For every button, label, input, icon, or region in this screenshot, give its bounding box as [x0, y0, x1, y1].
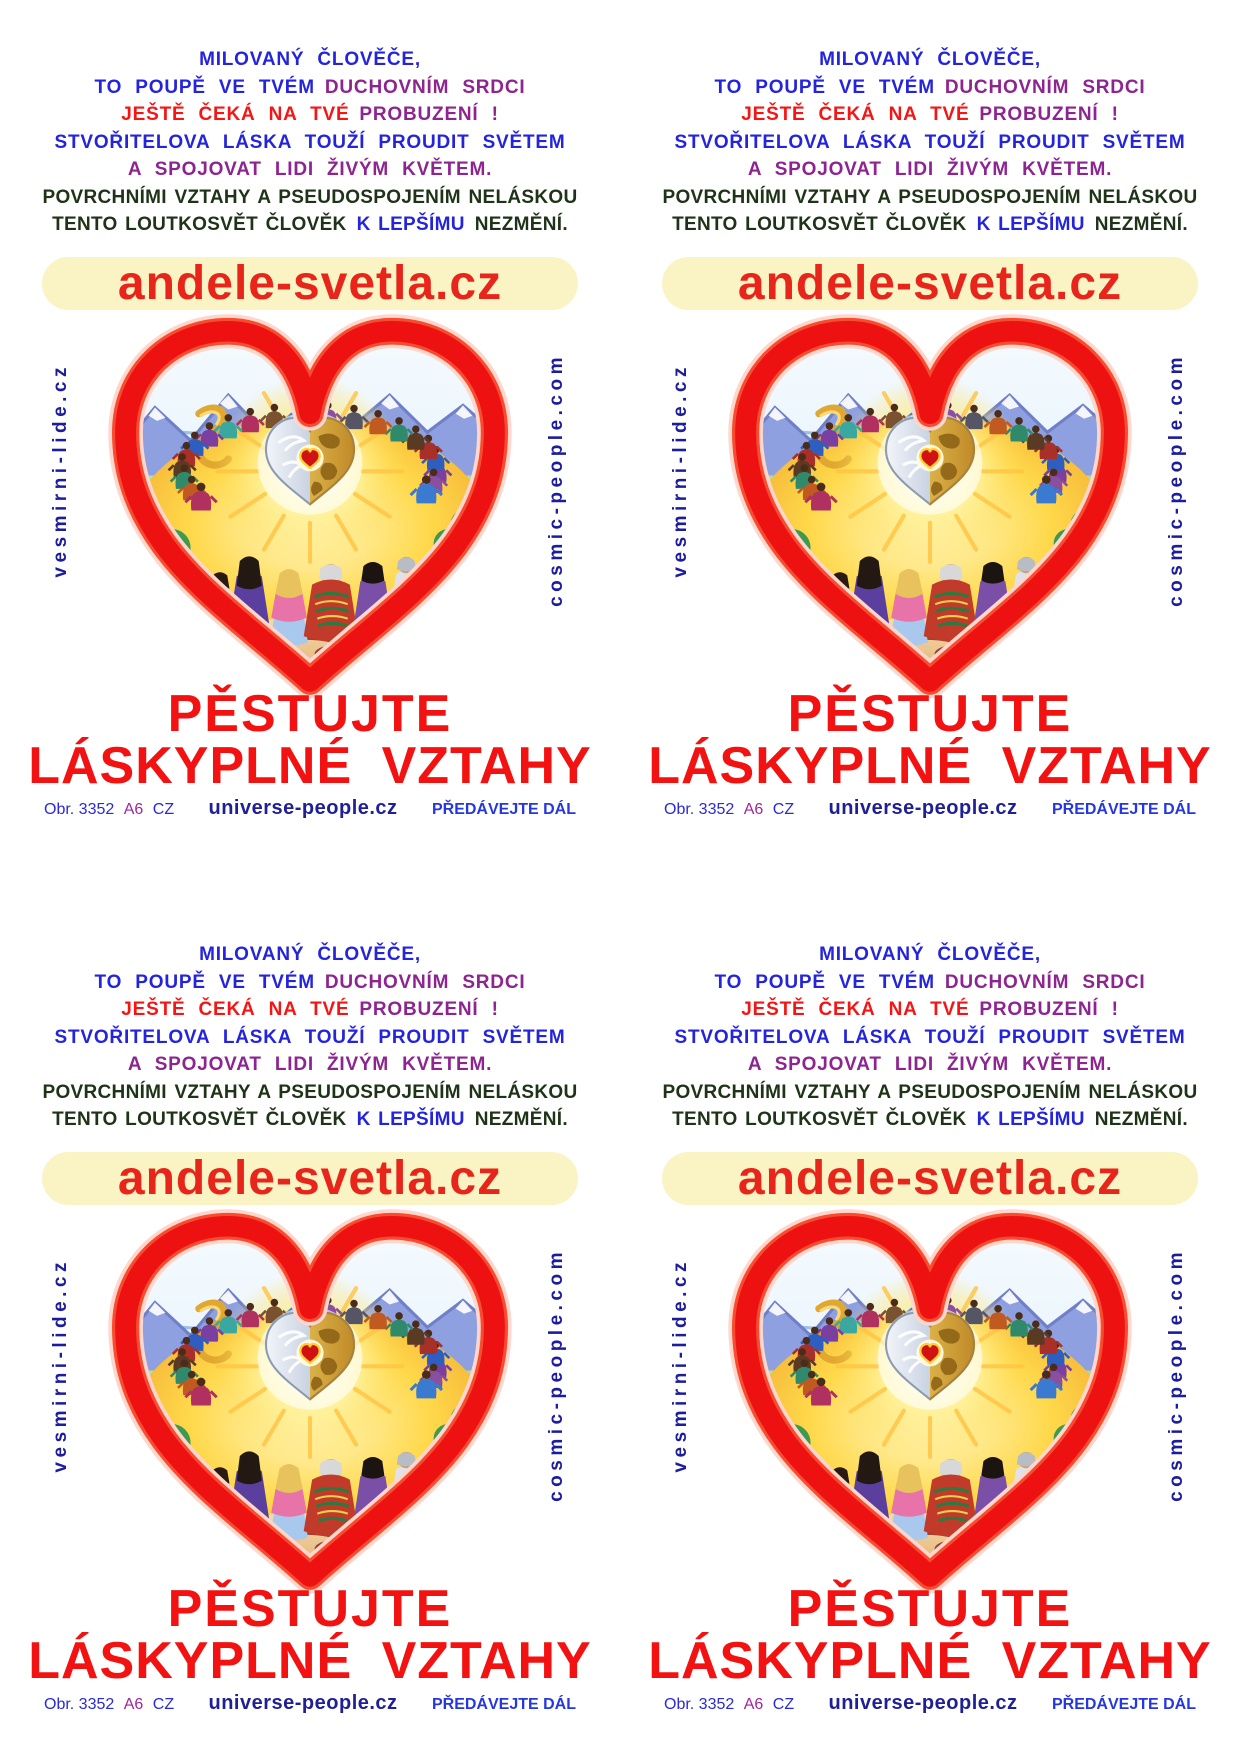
- appeal-segment: TENTO LOUTKOSVĚT ČLOVĚK: [52, 1109, 347, 1130]
- vertical-link-text: cosmic-people.com: [1166, 1248, 1187, 1502]
- appeal-text: [620, 46, 1240, 239]
- andele-svetla-url: andele-svetla.cz: [737, 1152, 1123, 1205]
- appeal-line-7: [0, 1106, 620, 1134]
- appeal-segment: TO POUPĚ VE TVÉM: [714, 971, 935, 993]
- appeal-line-5: [0, 156, 620, 184]
- appeal-line-4: [0, 129, 620, 157]
- language-code: CZ: [152, 801, 175, 818]
- vertical-link-text: cosmic-people.com: [546, 353, 567, 607]
- appeal-segment: A SPOJOVAT LIDI ŽIVÝM KVĚTEM.: [127, 1054, 493, 1075]
- appeal-segment: POVRCHNÍMI VZTAHY A PSEUDOSPOJENÍM NELÁSKOU: [662, 1081, 1198, 1103]
- appeal-segment: TENTO LOUTKOSVĚT ČLOVĚK: [52, 214, 347, 235]
- appeal-segment: NEZMĚNÍ.: [474, 214, 568, 235]
- appeal-line-1: [0, 941, 620, 969]
- pass-on-note: PŘEDÁVEJTE DÁL: [431, 801, 576, 818]
- appeal-segment: K LEPŠÍMU: [976, 214, 1085, 235]
- appeal-line-5: [0, 1051, 620, 1079]
- appeal-segment: TENTO LOUTKOSVĚT ČLOVĚK: [672, 1109, 967, 1130]
- appeal-segment: POVRCHNÍMI VZTAHY A PSEUDOSPOJENÍM NELÁSKOU: [662, 186, 1198, 208]
- appeal-segment: PROBUZENÍ !: [359, 104, 499, 125]
- universe-people-url: universe-people.cz: [208, 1692, 398, 1714]
- appeal-line-1: [620, 46, 1240, 74]
- appeal-line-7: [0, 211, 620, 239]
- cosmic-people-url: [1160, 1229, 1194, 1521]
- appeal-segment: DUCHOVNÍM SRDCI: [944, 76, 1146, 98]
- slogan-line-1: PĚSTUJTE: [167, 685, 453, 743]
- appeal-segment: MILOVANÝ ČLOVĚČE,: [199, 49, 421, 70]
- appeal-line-2: [0, 969, 620, 997]
- appeal-segment: JEŠTĚ ČEKÁ NA TVÉ: [121, 104, 350, 125]
- appeal-segment: NEZMĚNÍ.: [474, 1109, 568, 1130]
- appeal-segment: JEŠTĚ ČEKÁ NA TVÉ: [741, 999, 970, 1020]
- appeal-segment: PROBUZENÍ !: [979, 999, 1119, 1020]
- appeal-line-3: [0, 996, 620, 1024]
- vesmirni-lide-url: [664, 326, 698, 614]
- image-reference: [664, 801, 794, 819]
- appeal-segment: NEZMĚNÍ.: [1094, 1109, 1188, 1130]
- universe-people-url: universe-people.cz: [828, 797, 1018, 819]
- appeal-segment: MILOVANÝ ČLOVĚČE,: [819, 944, 1041, 965]
- pass-on-note: PŘEDÁVEJTE DÁL: [431, 1696, 576, 1713]
- appeal-segment: MILOVANÝ ČLOVĚČE,: [819, 49, 1041, 70]
- vesmirni-lide-url: [664, 1221, 698, 1509]
- appeal-segment: JEŠTĚ ČEKÁ NA TVÉ: [121, 999, 350, 1020]
- pass-on-note: PŘEDÁVEJTE DÁL: [1051, 1696, 1196, 1713]
- appeal-segment: TENTO LOUTKOSVĚT ČLOVĚK: [672, 214, 967, 235]
- heart-illustration: [90, 288, 530, 700]
- appeal-line-7: [620, 211, 1240, 239]
- appeal-segment: STVOŘITELOVA LÁSKA TOUŽÍ PROUDIT SVĚTEM: [54, 131, 566, 153]
- cosmic-people-url: [1160, 334, 1194, 626]
- slogan-line-1: PĚSTUJTE: [167, 1580, 453, 1638]
- image-reference: [44, 1696, 174, 1714]
- appeal-line-6: [0, 1079, 620, 1107]
- leaflet-cell-top-left: [0, 0, 620, 877]
- appeal-segment: STVOŘITELOVA LÁSKA TOUŽÍ PROUDIT SVĚTEM: [54, 1026, 566, 1048]
- leaflet: [620, 895, 1240, 1755]
- appeal-segment: JEŠTĚ ČEKÁ NA TVÉ: [741, 104, 970, 125]
- slogan-line-1: PĚSTUJTE: [787, 685, 1073, 743]
- appeal-text: [0, 941, 620, 1134]
- appeal-segment: POVRCHNÍMI VZTAHY A PSEUDOSPOJENÍM NELÁSKOU: [42, 186, 578, 208]
- vertical-link-text: vesmirni-lide.cz: [670, 1257, 691, 1473]
- slogan-line-2: LÁSKYPLNÉ VZTAHY: [648, 737, 1212, 795]
- appeal-text: [0, 46, 620, 239]
- leaflet: [0, 0, 620, 877]
- appeal-line-6: [620, 1079, 1240, 1107]
- leaflet-cell-bottom-left: [0, 877, 620, 1755]
- leaflet-cell-bottom-right: [620, 877, 1240, 1755]
- vertical-link-text: vesmirni-lide.cz: [50, 1257, 71, 1473]
- appeal-segment: A SPOJOVAT LIDI ŽIVÝM KVĚTEM.: [127, 159, 493, 180]
- language-code: CZ: [772, 801, 795, 818]
- reference-number: Obr. 3352: [664, 801, 735, 818]
- appeal-line-1: [620, 941, 1240, 969]
- appeal-segment: DUCHOVNÍM SRDCI: [944, 971, 1146, 993]
- appeal-segment: STVOŘITELOVA LÁSKA TOUŽÍ PROUDIT SVĚTEM: [674, 131, 1186, 153]
- appeal-line-2: [0, 74, 620, 102]
- appeal-segment: K LEPŠÍMU: [356, 1109, 465, 1130]
- footer: [664, 797, 1196, 820]
- universe-people-url: universe-people.cz: [208, 797, 398, 819]
- footer: [664, 1692, 1196, 1715]
- heart-illustration: [710, 1183, 1150, 1595]
- leaflet-cell-top-right: [620, 0, 1240, 877]
- appeal-line-1: [0, 46, 620, 74]
- vertical-link-text: vesmirni-lide.cz: [670, 362, 691, 578]
- language-code: CZ: [152, 1696, 175, 1713]
- appeal-segment: A SPOJOVAT LIDI ŽIVÝM KVĚTEM.: [747, 1054, 1113, 1075]
- andele-svetla-url: andele-svetla.cz: [117, 257, 503, 310]
- language-code: CZ: [772, 1696, 795, 1713]
- image-reference: [44, 801, 174, 819]
- appeal-line-6: [620, 184, 1240, 212]
- appeal-segment: TO POUPĚ VE TVÉM: [94, 971, 315, 993]
- image-reference: [664, 1696, 794, 1714]
- appeal-line-2: [620, 74, 1240, 102]
- andele-svetla-url: andele-svetla.cz: [737, 257, 1123, 310]
- heart-illustration: [90, 1183, 530, 1595]
- appeal-line-7: [620, 1106, 1240, 1134]
- footer: [44, 1692, 576, 1715]
- universe-people-url: universe-people.cz: [828, 1692, 1018, 1714]
- appeal-segment: K LEPŠÍMU: [356, 214, 465, 235]
- paper-format: A6: [123, 801, 144, 818]
- vesmirni-lide-url: [44, 1221, 78, 1509]
- leaflet: [0, 895, 620, 1755]
- appeal-segment: PROBUZENÍ !: [359, 999, 499, 1020]
- paper-format: A6: [123, 1696, 144, 1713]
- appeal-segment: DUCHOVNÍM SRDCI: [324, 76, 526, 98]
- appeal-segment: POVRCHNÍMI VZTAHY A PSEUDOSPOJENÍM NELÁSKOU: [42, 1081, 578, 1103]
- slogan-line-2: LÁSKYPLNÉ VZTAHY: [648, 1632, 1212, 1690]
- appeal-line-6: [0, 184, 620, 212]
- slogan-line-2: LÁSKYPLNÉ VZTAHY: [28, 737, 592, 795]
- appeal-line-4: [0, 1024, 620, 1052]
- appeal-line-4: [620, 1024, 1240, 1052]
- appeal-line-4: [620, 129, 1240, 157]
- appeal-segment: PROBUZENÍ !: [979, 104, 1119, 125]
- cosmic-people-url: [540, 1229, 574, 1521]
- appeal-segment: MILOVANÝ ČLOVĚČE,: [199, 944, 421, 965]
- reference-number: Obr. 3352: [664, 1696, 735, 1713]
- vesmirni-lide-url: [44, 326, 78, 614]
- appeal-line-3: [620, 101, 1240, 129]
- leaflet: [620, 0, 1240, 877]
- appeal-segment: A SPOJOVAT LIDI ŽIVÝM KVĚTEM.: [747, 159, 1113, 180]
- appeal-segment: DUCHOVNÍM SRDCI: [324, 971, 526, 993]
- appeal-line-5: [620, 156, 1240, 184]
- slogan-line-2: LÁSKYPLNÉ VZTAHY: [28, 1632, 592, 1690]
- slogan-line-1: PĚSTUJTE: [787, 1580, 1073, 1638]
- heart-illustration: [710, 288, 1150, 700]
- vertical-link-text: cosmic-people.com: [546, 1248, 567, 1502]
- footer: [44, 797, 576, 820]
- appeal-segment: STVOŘITELOVA LÁSKA TOUŽÍ PROUDIT SVĚTEM: [674, 1026, 1186, 1048]
- andele-svetla-url: andele-svetla.cz: [117, 1152, 503, 1205]
- appeal-segment: NEZMĚNÍ.: [1094, 214, 1188, 235]
- appeal-line-5: [620, 1051, 1240, 1079]
- vertical-link-text: cosmic-people.com: [1166, 353, 1187, 607]
- paper-format: A6: [743, 801, 764, 818]
- appeal-line-3: [0, 101, 620, 129]
- appeal-line-2: [620, 969, 1240, 997]
- paper-format: A6: [743, 1696, 764, 1713]
- appeal-segment: K LEPŠÍMU: [976, 1109, 1085, 1130]
- appeal-text: [620, 941, 1240, 1134]
- vertical-link-text: vesmirni-lide.cz: [50, 362, 71, 578]
- appeal-line-3: [620, 996, 1240, 1024]
- reference-number: Obr. 3352: [44, 801, 115, 818]
- appeal-segment: TO POUPĚ VE TVÉM: [94, 76, 315, 98]
- cosmic-people-url: [540, 334, 574, 626]
- reference-number: Obr. 3352: [44, 1696, 115, 1713]
- pass-on-note: PŘEDÁVEJTE DÁL: [1051, 801, 1196, 818]
- appeal-segment: TO POUPĚ VE TVÉM: [714, 76, 935, 98]
